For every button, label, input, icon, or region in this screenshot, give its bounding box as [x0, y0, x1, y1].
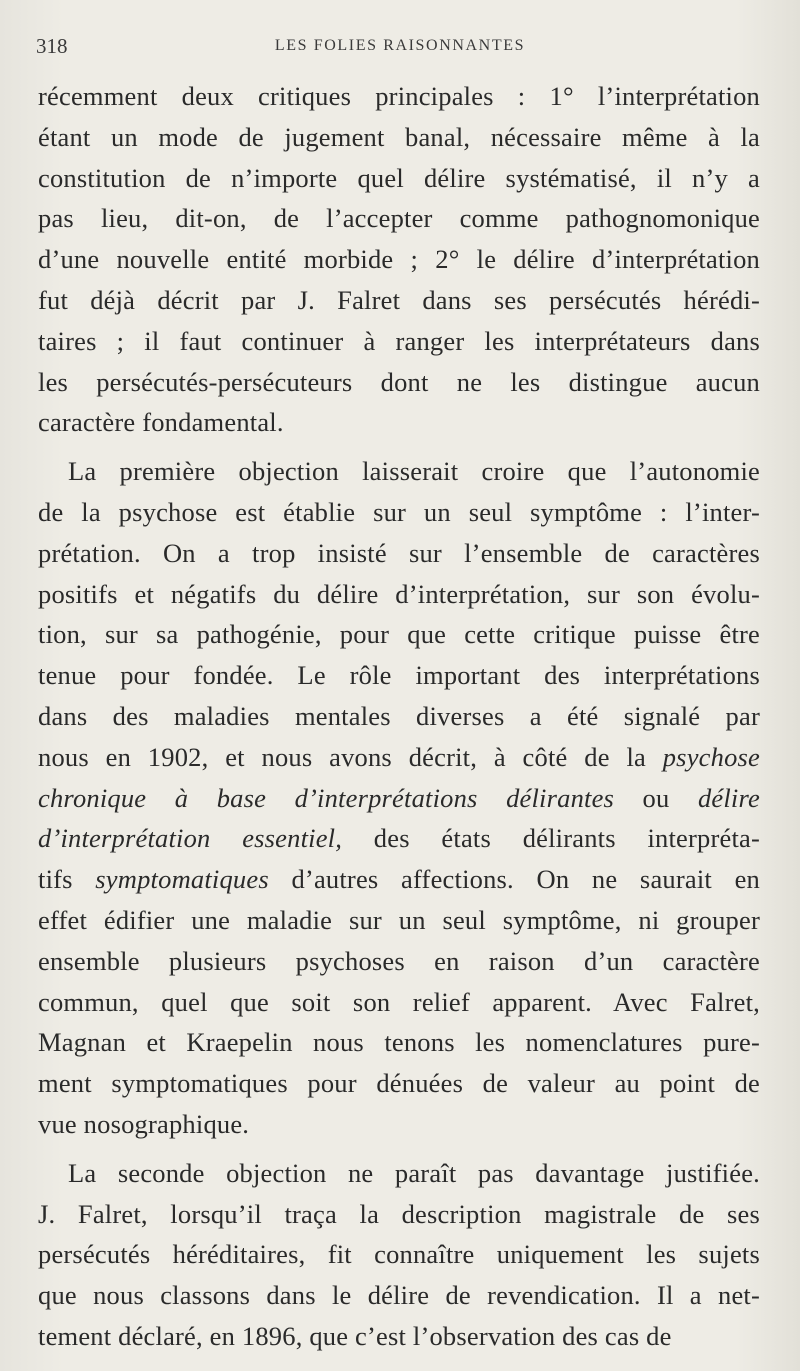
text-line [38, 76, 760, 117]
text-run: ment symptomatiques pour dénuées de valeur au point de [38, 1068, 760, 1099]
text-run: nous en 1902, et nous avons décrit, à côté de la [38, 741, 663, 772]
italic-text: d’interprétation essentiel, [38, 823, 343, 854]
text-line [38, 402, 760, 443]
text-run: La seconde objection ne paraît pas davantage justifiée. [68, 1157, 760, 1188]
text-run: d’une nouvelle entité morbide ; 2° le délire d’interprétation [38, 244, 760, 275]
text-line [38, 941, 760, 982]
text-line [38, 1063, 760, 1104]
text-run: ou [614, 782, 698, 813]
text-line [38, 321, 760, 362]
text-line [38, 533, 760, 574]
text-line [38, 778, 760, 819]
text-run: constitution de n’importe quel délire systématisé, il n’y a [38, 162, 760, 193]
text-run: prétation. On a trop insisté sur l’ensemble de caractères [38, 537, 760, 568]
text-run: récemment deux critiques principales : 1° l’interprétation [38, 81, 760, 111]
text-run: Magnan et Kraepelin nous tenons les nomenclatures pure- [38, 1027, 760, 1058]
text-line [38, 1104, 760, 1145]
text-run: persécutés héréditaires, fit connaître uniquement les sujets [38, 1239, 760, 1270]
paragraph [38, 451, 760, 1145]
page-number: 318 [36, 34, 68, 58]
text-run: tifs [38, 864, 96, 895]
text-run: pas lieu, dit-on, de l’accepter comme pathognomonique [38, 203, 760, 234]
text-run: fut déjà décrit par J. Falret dans ses persécutés hérédi- [38, 284, 760, 315]
text-run: de la psychose est établie sur un seul symptôme : l’inter- [38, 496, 760, 527]
running-title: LES FOLIES RAISONNANTES [274, 37, 526, 54]
text-run: commun, quel que soit son relief apparent. Avec Falret, [38, 986, 760, 1017]
text-run: que nous classons dans le délire de revendication. Il a net- [38, 1280, 760, 1311]
text-line [38, 280, 760, 321]
body-text [38, 76, 760, 1357]
text-line [38, 198, 760, 239]
italic-text: symptomatiques [95, 864, 269, 895]
text-line [38, 1022, 760, 1063]
text-line [38, 158, 760, 199]
text-line [38, 574, 760, 615]
text-line [38, 737, 760, 778]
text-line [38, 900, 760, 941]
paragraph-gap [38, 1145, 760, 1153]
text-line [38, 239, 760, 280]
text-run: La première objection laisserait croire que l’autonomie [68, 456, 760, 487]
text-run: effet édifier une maladie sur un seul symptôme, ni grouper [38, 904, 760, 935]
italic-text: délire [697, 782, 760, 813]
text-run: d’autres affections. On ne saurait en [268, 864, 760, 895]
text-run: les persécutés-persécuteurs dont ne les distingue aucun [38, 366, 760, 397]
text-run: vue nosographique. [38, 1108, 250, 1139]
text-line [38, 362, 760, 403]
text-line [38, 492, 760, 533]
text-line [38, 1234, 760, 1275]
text-run: dans des maladies mentales diverses a été signalé par [38, 700, 760, 731]
text-line [38, 696, 760, 737]
text-line [38, 982, 760, 1023]
italic-text: chronique à base d’interprétations délirantes [38, 782, 615, 813]
text-run: taires ; il faut continuer à ranger les interprétateurs dans [38, 325, 760, 356]
text-line [38, 859, 760, 900]
text-line [38, 1316, 760, 1357]
text-run: ensemble plusieurs psychoses en raison d’un caractère [38, 945, 760, 976]
text-run: des états délirants interpréta- [342, 823, 760, 854]
text-line [38, 614, 760, 655]
text-run: tement déclaré, en 1896, que c’est l’observation des cas de [38, 1320, 672, 1351]
paragraph [38, 1153, 760, 1357]
paragraph [38, 76, 760, 443]
text-line [38, 451, 760, 492]
text-run: J. Falret, lorsqu’il traça la description magistrale de ses [38, 1198, 760, 1229]
text-line [38, 1194, 760, 1235]
paragraph-gap [38, 443, 760, 451]
text-line [38, 655, 760, 696]
text-line [38, 1153, 760, 1194]
text-line [38, 1275, 760, 1316]
text-run: étant un mode de jugement banal, nécessaire même à la [38, 121, 760, 152]
text-line [38, 818, 760, 859]
page-header [36, 34, 764, 64]
text-line [38, 117, 760, 158]
text-run: tenue pour fondée. Le rôle important des interprétations [38, 660, 760, 691]
italic-text: psychose [662, 741, 760, 772]
text-run: tion, sur sa pathogénie, pour que cette critique puisse être [38, 619, 760, 650]
text-run: caractère fondamental. [38, 407, 284, 438]
text-run: positifs et négatifs du délire d’interprétation, sur son évolu- [38, 578, 760, 609]
